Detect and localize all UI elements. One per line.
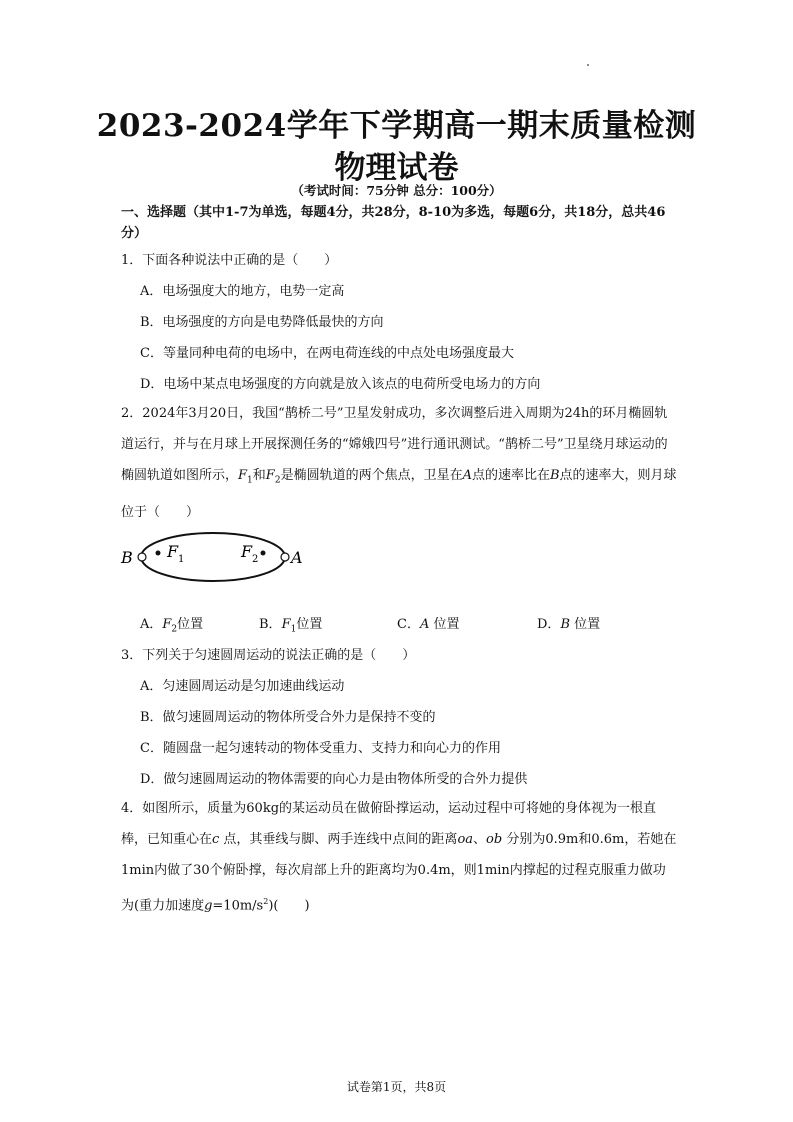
figure-label-f1-sub: 1 [178, 554, 185, 565]
exam-title: 2023-2024学年下学期高一期末质量检测 [96, 108, 697, 144]
scan-dot [587, 64, 589, 66]
exam-time-info: （考试时间：75分钟 总分：100分） [291, 183, 502, 198]
q2-point-a: A [462, 468, 472, 483]
q2-option-d-prefix: D． [537, 617, 561, 632]
q4-text-3: 分别为0.9m和0.6m，若她在1min内做了30个俯卧撑，每次肩部上升的距离均为0.4m，则1min内撑起的过程克服重力做功为(重力加速度 [121, 832, 677, 914]
q2-option-b-sub: 1 [290, 624, 297, 635]
ellipse-orbit [141, 533, 285, 581]
q4-text-2: 点，其垂线与脚、两手连线中点间的距离 [219, 832, 458, 847]
q2-f1-symbol: F [238, 468, 248, 483]
q1-option-b: B．电场强度的方向是电势降低最快的方向 [140, 315, 384, 330]
figure-label-a: A [291, 548, 303, 567]
focus-f1-dot [156, 551, 161, 556]
q4-text-1: 4．如图所示，质量为60kg的某运动员在做俯卧撑运动，运动过程中可将她的身体视为一根直棒，已知重心在 [121, 801, 657, 847]
q2-stem-text-3: 点的速率比在 [471, 468, 550, 483]
q4-point-c: c [212, 832, 220, 847]
q2-option-c [397, 613, 459, 632]
q2-f2-symbol: F [265, 468, 275, 483]
q2-option-a-var: F [162, 617, 172, 632]
q2-option-c-suffix: 位置 [429, 617, 460, 632]
exam-subject-title: 物理试卷 [334, 150, 459, 186]
q3-option-c: C．随圆盘一起匀速转动的物体受重力、支持力和向心力的作用 [140, 741, 501, 756]
q2-option-b-suffix: 位置 [296, 617, 323, 632]
q1-option-d: D．电场中某点电场强度的方向就是放入该点的电荷所受电场力的方向 [140, 377, 541, 392]
q2-and: 和 [252, 468, 266, 483]
q4-stem [121, 793, 677, 921]
q2-option-a [140, 613, 203, 635]
focus-f2-dot [261, 551, 266, 556]
q2-option-d-suffix: 位置 [570, 617, 601, 632]
q2-option-c-prefix: C． [397, 617, 420, 632]
q3-option-d: D．做匀速圆周运动的物体需要的向心力是由物体所受的合外力提供 [140, 772, 528, 787]
q1-option-a: A．电场强度大的地方，电势一定高 [140, 284, 345, 299]
q2-option-d-var: B [560, 617, 570, 632]
q2-stem-text-1: 2．2024年3月20日，我国“鹊桥二号”卫星发射成功，多次调整后进入周期为24h的环月椭圆轨道运行，并与在月球上开展探测任务的“嫦娥四号”进行通讯测试。“鹊桥二号”卫星绕月球运动的椭圆轨道如图所示， [121, 406, 668, 483]
q2-option-a-sub: 2 [171, 624, 178, 635]
q1-stem: 1．下面各种说法中正确的是（ ） [121, 253, 338, 268]
figure-label-f2-sub: 2 [252, 554, 259, 565]
q4-text-5: )( ) [268, 898, 310, 914]
q2-stem-text-4: 点的速率大，则月球位于（ ） [121, 468, 677, 520]
q2-stem [121, 398, 677, 528]
q2-stem-text-2: 是椭圆轨道的两个焦点，卫星在 [280, 468, 463, 483]
ellipse-orbit-figure [115, 530, 315, 590]
q2-f1-subscript: 1 [247, 475, 253, 486]
q4-g: g [204, 898, 213, 914]
q3-option-a: A．匀速圆周运动是匀加速曲线运动 [140, 679, 345, 694]
figure-label-f2: F [241, 542, 253, 561]
q2-f2-subscript: 2 [274, 475, 281, 486]
q2-option-b [259, 613, 322, 635]
q2-option-a-prefix: A． [140, 617, 163, 632]
q3-stem: 3．下列关于匀速圆周运动的说法正确的是（ ） [121, 648, 416, 663]
q4-sep: 、 [473, 832, 487, 847]
q4-sup: 2 [263, 897, 269, 906]
point-a-marker [281, 553, 289, 561]
q2-option-d [537, 613, 600, 632]
q1-option-c: C．等量同种电荷的电场中，在两电荷连线的中点处电场强度最大 [140, 346, 514, 361]
q4-text-4: =10m/s [212, 898, 264, 914]
q2-option-a-suffix: 位置 [177, 617, 204, 632]
q3-option-b: B．做匀速圆周运动的物体所受合外力是保持不变的 [140, 710, 436, 725]
figure-label-f1: F [167, 542, 179, 561]
q2-option-b-var: F [281, 617, 291, 632]
point-b-marker [138, 553, 146, 561]
page-footer: 试卷第1页，共8页 [346, 1080, 447, 1094]
q4-oa: oa [457, 832, 474, 847]
q2-option-c-var: A [419, 617, 430, 632]
section-heading: 一、选择题（其中1-7为单选，每题4分，共28分，8-10为多选，每题6分，共18分，总共46分） [121, 205, 666, 241]
figure-label-b: B [121, 548, 133, 567]
q2-point-b: B [549, 468, 560, 483]
q4-ob: ob [486, 832, 503, 847]
q2-option-b-prefix: B． [259, 617, 282, 632]
